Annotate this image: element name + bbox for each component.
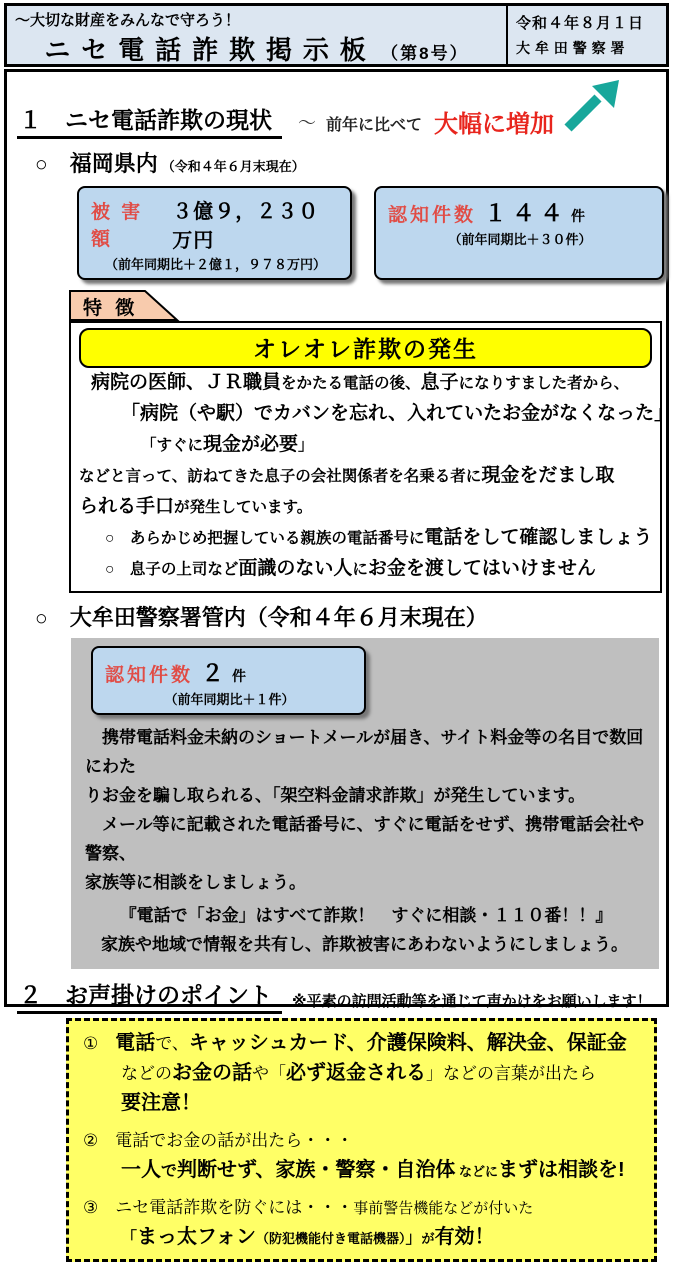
section2-heading-row (17, 977, 658, 1014)
office-name: 大牟田警察署 (516, 40, 630, 56)
fukuoka-asof: （令和４年６月末現在） (161, 159, 305, 174)
feature-bullet-line: ○ あらかじめ把握している親族の電話番号に電話をして確認しましょう (105, 527, 653, 548)
omuta-gray-box (71, 638, 659, 969)
tilde: ～ (298, 113, 316, 133)
cases-unit: 件 (571, 208, 586, 224)
header (4, 3, 669, 67)
feature-tab-label: 特 徴 (83, 298, 139, 319)
increase-text: 大幅に増加 (434, 111, 555, 138)
feature-line: 病院の医師、ＪＲ職員をかたる電話の後、息子になりすました者から、 (91, 372, 630, 393)
feature-bullet-line: ○ 息子の上司など面識のない人にお金を渡してはいけません (105, 558, 596, 579)
slogan-line: 『電話で「お金」はすべて詐欺！ すぐに相談・１１０番！！』 (119, 906, 613, 925)
point1-line: 要注意！ (121, 1092, 201, 1114)
cases-sub: （前年同期比＋３０件） (448, 232, 592, 247)
gray-line: りお金を騙し取られる、「架空料金請求詐欺」が発生しています。 (85, 786, 586, 805)
issue-number: （第8号） (381, 44, 469, 63)
feature-line: 「すぐに現金が必要」 (141, 434, 314, 455)
point2-line: 一人で判断せず、家族・警察・自治体 などにまずは相談を! (121, 1159, 625, 1181)
header-left (7, 6, 508, 64)
gray-closing-line: 家族や地域で情報を共有し、詐欺被害にあわないようにしましょう。 (101, 935, 628, 954)
omuta-stat-sub: （前年同期比＋１件） (164, 692, 295, 707)
points-box (66, 1018, 657, 1262)
body-box (4, 69, 673, 1248)
gray-paragraph (79, 723, 653, 897)
point3-line: 「まっ太フォン（防犯機能付き電話機器）」が有効！ (121, 1226, 495, 1248)
cases-stat-line (388, 195, 652, 228)
feature-box (69, 321, 673, 593)
gray-line: 携帯電話料金未納のショートメールが届き、サイト料金等の名目で数回にわた (85, 728, 644, 776)
omuta-stat-unit: 件 (232, 668, 247, 684)
cases-value: １４４ (484, 200, 569, 226)
damage-value: ３億９，２３０万円 (172, 201, 320, 252)
point3-line: ③ ニセ電話詐欺を防ぐには・・・事前警告機能などが付いた (83, 1198, 534, 1217)
title-row (15, 30, 498, 67)
stat-row (77, 186, 666, 280)
gray-line: メール等に記載された電話番号に、すぐに電話をせず、携帯電話会社や警察、 (85, 815, 645, 863)
section1-heading-row (17, 80, 658, 139)
feature-tab (69, 290, 179, 321)
omuta-title: 大牟田警察署管内（令和４年６月末現在） (69, 605, 488, 630)
fukuoka-row (35, 147, 666, 178)
circle-bullet-icon: ○ (35, 607, 48, 630)
point1-line: ① 電話で、キャッシュカード、介護保険料、解決金、保証金 (83, 1032, 627, 1054)
cases-label: 認知件数 (388, 205, 477, 226)
header-subtitle: ～大切な財産をみんなで守ろう！ (15, 12, 241, 29)
feature-title: オレオレ詐欺の発生 (79, 328, 652, 368)
damage-stat-box (77, 186, 352, 280)
feature-line: られる手口が発生しています。 (79, 496, 313, 517)
omuta-stat-line (105, 655, 354, 688)
header-date: 令和４年８月１日 (516, 15, 645, 32)
compare-text: 前年に比べて (326, 117, 423, 134)
damage-sub: （前年同期比＋２億１，９７８万円） (104, 257, 326, 272)
point2-line: ② 電話でお金の話が出たら・・・ (83, 1131, 354, 1150)
damage-stat-line (91, 195, 340, 253)
fukuoka-title: 福岡県内 (69, 151, 158, 176)
omuta-stat-box (91, 646, 366, 715)
up-trend-arrow-icon (562, 80, 620, 137)
gray-line: 家族等に相談をしましょう。 (85, 873, 306, 892)
damage-label: 被 害 額 (91, 202, 144, 250)
page-title: ニセ電話詐欺掲示板 (44, 35, 377, 65)
omuta-stat-label: 認知件数 (105, 665, 194, 686)
point1-line: などのお金の話や「必ず返金される」などの言葉が出たら (121, 1062, 596, 1084)
section2-heading: ２ お声掛けのポイント (17, 977, 282, 1014)
feature-line: 「病院（や駅）でカバンを忘れ、入れていたお金がなくなった」 (121, 403, 673, 424)
omuta-stat-value: ２ (201, 660, 230, 686)
feature-line: などと言って、訪ねてきた息子の会社関係者を名乗る者に現金をだまし取 (79, 465, 615, 486)
circle-bullet-icon: ○ (35, 153, 48, 176)
omuta-row (35, 601, 666, 632)
section1-heading: １ ニセ電話詐欺の現状 (17, 102, 282, 139)
cases-stat-box (374, 186, 664, 280)
section2-note: ※平素の訪問活動等を通じて声かけをお願いします！ (292, 993, 652, 1010)
header-right (508, 6, 666, 64)
